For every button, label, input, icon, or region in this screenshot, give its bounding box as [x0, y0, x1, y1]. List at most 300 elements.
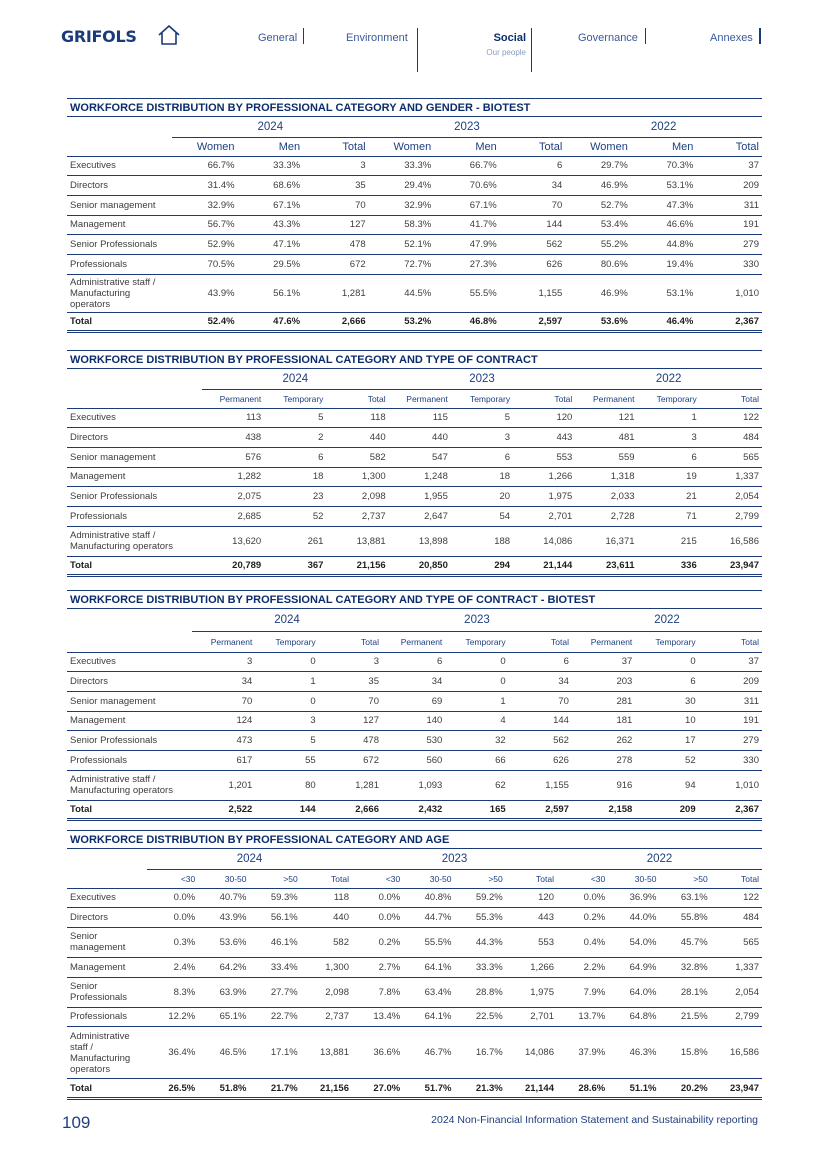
table-cell: 47.3% — [631, 195, 697, 215]
row-label: Senior Professionals — [67, 977, 147, 1007]
table-cell: 30 — [635, 691, 698, 711]
table-cell: 17.1% — [250, 1027, 301, 1079]
row-label: Executives — [67, 408, 202, 428]
table-row — [67, 652, 762, 672]
column-header: Men — [434, 137, 500, 156]
table-cell: 16.7% — [455, 1027, 506, 1079]
table-cell: 2,367 — [699, 800, 762, 820]
row-label: Executives — [67, 888, 147, 908]
column-header: 30-50 — [198, 869, 249, 888]
table-cell: 10 — [635, 711, 698, 731]
table-cell: 553 — [506, 927, 557, 957]
table-row — [67, 711, 762, 731]
table-cell: 2,647 — [389, 506, 451, 526]
table-cell: 64.0% — [608, 977, 659, 1007]
table-cell: 23,947 — [700, 556, 762, 576]
table-cell: 52 — [635, 750, 698, 770]
table-cell: 56.1% — [238, 274, 304, 312]
nav-social-subtitle: Our people — [486, 48, 526, 57]
table-cell: 21,156 — [326, 556, 388, 576]
table-cell: 209 — [696, 176, 762, 196]
nav-environment[interactable]: Environment — [346, 32, 408, 44]
table-cell: 12.2% — [147, 1007, 198, 1027]
table-cell: 576 — [202, 447, 264, 467]
table-row — [67, 408, 762, 428]
table-cell: 36.4% — [147, 1027, 198, 1079]
table-cell: 120 — [506, 888, 557, 908]
table-cell: 33.3% — [238, 156, 304, 176]
table-cell: 46.1% — [250, 927, 301, 957]
table-row — [67, 235, 762, 255]
year-header: 2023 — [352, 849, 557, 869]
grifols-logo[interactable]: GRIFOLS — [61, 27, 137, 46]
table-cell: 23 — [264, 487, 326, 507]
column-header: Total — [509, 631, 572, 652]
table-cell: 46.9% — [565, 176, 631, 196]
column-header: Temporary — [255, 631, 318, 652]
column-header: Total — [319, 631, 382, 652]
table-cell: 40.7% — [198, 888, 249, 908]
table-cell: 37 — [699, 652, 762, 672]
row-label: Administrative staff / Manufacturing operators — [67, 770, 192, 800]
table-cell: 21.5% — [660, 1007, 711, 1027]
table-cell: 13.4% — [352, 1007, 403, 1027]
table-cell: 13,620 — [202, 526, 264, 556]
table-cell: 21,144 — [513, 556, 575, 576]
table-cell: 70.5% — [172, 254, 238, 274]
table-cell: 2,799 — [711, 1007, 762, 1027]
table-cell: 562 — [500, 235, 566, 255]
table-cell: 127 — [303, 215, 369, 235]
table-cell: 5 — [451, 408, 513, 428]
table-cell: 3 — [319, 652, 382, 672]
table-cell: 2.7% — [352, 957, 403, 977]
table-cell: 18 — [451, 467, 513, 487]
table-cell: 127 — [319, 711, 382, 731]
table-cell: 44.8% — [631, 235, 697, 255]
table-cell: 47.1% — [238, 235, 304, 255]
table-cell: 35 — [319, 672, 382, 692]
table-cell: 67.1% — [238, 195, 304, 215]
table-cell: 165 — [445, 800, 508, 820]
nav-divider — [531, 28, 532, 72]
table-row — [67, 1007, 762, 1027]
table-cell: 71 — [638, 506, 700, 526]
table-cell: 1,155 — [509, 770, 572, 800]
row-label: Total — [67, 312, 172, 332]
table-cell: 19 — [638, 467, 700, 487]
table-cell: 46.6% — [631, 215, 697, 235]
table-cell: 2 — [264, 428, 326, 448]
table-cell: 53.1% — [631, 274, 697, 312]
table-row — [67, 215, 762, 235]
table-cell: 55.8% — [660, 908, 711, 928]
table-cell: 191 — [696, 215, 762, 235]
column-header: Permanent — [192, 631, 255, 652]
table-cell: 54 — [451, 506, 513, 526]
table-cell: 44.7% — [403, 908, 454, 928]
table-cell: 262 — [572, 731, 635, 751]
table-cell: 6 — [451, 447, 513, 467]
table-row — [67, 770, 762, 800]
table-cell: 64.2% — [198, 957, 249, 977]
table-cell: 553 — [513, 447, 575, 467]
table-cell: 36.6% — [352, 1027, 403, 1079]
year-header: 2023 — [369, 117, 566, 137]
table-cell: 46.5% — [198, 1027, 249, 1079]
table-cell: 565 — [711, 927, 762, 957]
table-cell: 55.3% — [455, 908, 506, 928]
year-header: 2024 — [202, 369, 389, 389]
table-cell: 54.0% — [608, 927, 659, 957]
table-cell: 15.8% — [660, 1027, 711, 1079]
table-cell: 3 — [638, 428, 700, 448]
row-label: Directors — [67, 428, 202, 448]
column-header: Temporary — [451, 389, 513, 408]
table-cell: 55.2% — [565, 235, 631, 255]
table-cell: 70 — [509, 691, 572, 711]
table-cell: 2,737 — [301, 1007, 352, 1027]
table-cell: 27.0% — [352, 1079, 403, 1099]
table-cell: 2,666 — [303, 312, 369, 332]
table-cell: 626 — [509, 750, 572, 770]
table-cell: 29.7% — [565, 156, 631, 176]
table-cell: 2,701 — [513, 506, 575, 526]
year-header: 2024 — [147, 849, 352, 869]
table-cell: 13.7% — [557, 1007, 608, 1027]
table-cell: 26.5% — [147, 1079, 198, 1099]
table-cell: 21.3% — [455, 1079, 506, 1099]
row-label: Management — [67, 215, 172, 235]
table-cell: 144 — [500, 215, 566, 235]
table-cell: 51.1% — [608, 1079, 659, 1099]
footer-title: 2024 Non-Financial Information Statement and Sustainability reporting — [431, 1114, 758, 1126]
table-cell: 279 — [699, 731, 762, 751]
table-cell: 36.9% — [608, 888, 659, 908]
table-cell: 2,701 — [506, 1007, 557, 1027]
table-cell: 34 — [509, 672, 572, 692]
table-row — [67, 467, 762, 487]
table-cell: 53.6% — [198, 927, 249, 957]
table-cell: 35 — [303, 176, 369, 196]
table-cell: 2,098 — [326, 487, 388, 507]
table-title: WORKFORCE DISTRIBUTION BY PROFESSIONAL CATEGORY AND TYPE OF CONTRACT — [67, 350, 762, 369]
table-cell: 52.4% — [172, 312, 238, 332]
table-cell: 21.7% — [250, 1079, 301, 1099]
table-cell: 52.9% — [172, 235, 238, 255]
table-cell: 33.4% — [250, 957, 301, 977]
table-cell: 70 — [500, 195, 566, 215]
table-cell: 1,300 — [326, 467, 388, 487]
table-cell: 330 — [696, 254, 762, 274]
table-cell: 2,054 — [711, 977, 762, 1007]
table-cell: 52 — [264, 506, 326, 526]
table-cell: 80 — [255, 770, 318, 800]
table-row — [67, 195, 762, 215]
row-label: Directors — [67, 908, 147, 928]
table-cell: 565 — [700, 447, 762, 467]
column-header: Temporary — [445, 631, 508, 652]
table-cell: 43.9% — [198, 908, 249, 928]
table-cell: 3 — [303, 156, 369, 176]
table-cell: 1,955 — [389, 487, 451, 507]
table-cell: 478 — [319, 731, 382, 751]
table-cell: 1,337 — [711, 957, 762, 977]
nav-divider — [417, 28, 418, 72]
year-header: 2023 — [382, 609, 572, 631]
table-row — [67, 908, 762, 928]
table-cell: 1,093 — [382, 770, 445, 800]
table-cell: 547 — [389, 447, 451, 467]
table-cell: 1,201 — [192, 770, 255, 800]
table-cell: 43.9% — [172, 274, 238, 312]
row-label: Senior management — [67, 195, 172, 215]
table-cell: 64.8% — [608, 1007, 659, 1027]
table-cell: 59.2% — [455, 888, 506, 908]
column-header: <30 — [147, 869, 198, 888]
table-cell: 582 — [301, 927, 352, 957]
table-cell: 52.7% — [565, 195, 631, 215]
table-cell: 311 — [696, 195, 762, 215]
column-header: Temporary — [638, 389, 700, 408]
table-cell: 626 — [500, 254, 566, 274]
table-cell: 13,898 — [389, 526, 451, 556]
table-cell: 32.9% — [172, 195, 238, 215]
table-cell: 66 — [445, 750, 508, 770]
year-header: 2024 — [192, 609, 382, 631]
table-cell: 55.5% — [434, 274, 500, 312]
column-header: Women — [172, 137, 238, 156]
year-header: 2022 — [575, 369, 762, 389]
table-cell: 72.7% — [369, 254, 435, 274]
table-cell: 20.2% — [660, 1079, 711, 1099]
table-cell: 55 — [255, 750, 318, 770]
table-cell: 23,947 — [711, 1079, 762, 1099]
table-cell: 6 — [509, 652, 572, 672]
table-title: WORKFORCE DISTRIBUTION BY PROFESSIONAL CATEGORY AND AGE — [67, 830, 762, 849]
table-row — [67, 977, 762, 1007]
table-cell: 440 — [326, 428, 388, 448]
table-cell: 21 — [638, 487, 700, 507]
table-cell: 20,850 — [389, 556, 451, 576]
nav-annexes[interactable]: Annexes — [710, 32, 753, 44]
row-label: Professionals — [67, 750, 192, 770]
table-cell: 0.0% — [147, 888, 198, 908]
row-label: Senior management — [67, 447, 202, 467]
table-cell: 63.9% — [198, 977, 249, 1007]
table-row — [67, 428, 762, 448]
table-cell: 215 — [638, 526, 700, 556]
table-cell: 64.1% — [403, 1007, 454, 1027]
row-label: Senior Professionals — [67, 487, 202, 507]
table-cell: 530 — [382, 731, 445, 751]
table-cell: 14,086 — [513, 526, 575, 556]
table-cell: 144 — [509, 711, 572, 731]
table-cell: 20 — [451, 487, 513, 507]
table-cell: 1 — [638, 408, 700, 428]
table-cell: 16,586 — [711, 1027, 762, 1079]
table-cell: 484 — [700, 428, 762, 448]
column-header: Total — [513, 389, 575, 408]
table-row — [67, 731, 762, 751]
table-cell: 22.5% — [455, 1007, 506, 1027]
table-cell: 281 — [572, 691, 635, 711]
table-cell: 63.4% — [403, 977, 454, 1007]
table-cell: 1,155 — [500, 274, 566, 312]
data-table — [67, 117, 762, 333]
table-row — [67, 274, 762, 312]
row-label: Senior Professionals — [67, 235, 172, 255]
table-cell: 59.3% — [250, 888, 301, 908]
table-cell: 294 — [451, 556, 513, 576]
column-header: <30 — [557, 869, 608, 888]
row-label: Directors — [67, 672, 192, 692]
row-label: Total — [67, 556, 202, 576]
table-cell: 6 — [638, 447, 700, 467]
table-cell: 336 — [638, 556, 700, 576]
table-title: WORKFORCE DISTRIBUTION BY PROFESSIONAL CATEGORY AND TYPE OF CONTRACT - BIOTEST — [67, 590, 762, 609]
table-cell: 473 — [192, 731, 255, 751]
table-cell: 55.5% — [403, 927, 454, 957]
column-header: Women — [369, 137, 435, 156]
table-cell: 1,266 — [506, 957, 557, 977]
home-icon[interactable] — [157, 24, 181, 46]
table-cell: 1,975 — [506, 977, 557, 1007]
table-cell: 6 — [264, 447, 326, 467]
table-cell: 33.3% — [455, 957, 506, 977]
table-cell: 27.3% — [434, 254, 500, 274]
table-cell: 0.2% — [352, 927, 403, 957]
nav-social[interactable] — [478, 32, 526, 57]
table-cell: 51.8% — [198, 1079, 249, 1099]
column-header: Men — [631, 137, 697, 156]
table-cell: 21,144 — [506, 1079, 557, 1099]
table-cell: 53.1% — [631, 176, 697, 196]
table-cell: 0.0% — [147, 908, 198, 928]
table-cell: 27.7% — [250, 977, 301, 1007]
table-cell: 311 — [699, 691, 762, 711]
table-cell: 43.3% — [238, 215, 304, 235]
table-cell: 29.5% — [238, 254, 304, 274]
data-table — [67, 369, 762, 577]
table-cell: 34 — [192, 672, 255, 692]
table-cell: 3 — [255, 711, 318, 731]
column-header: Permanent — [572, 631, 635, 652]
table-cell: 0.4% — [557, 927, 608, 957]
table-contract — [67, 350, 762, 577]
row-label: Management — [67, 711, 192, 731]
table-cell: 3 — [192, 652, 255, 672]
table-row — [67, 526, 762, 556]
column-header: Total — [326, 389, 388, 408]
table-cell: 69 — [382, 691, 445, 711]
nav-divider — [759, 28, 761, 44]
row-label: Total — [67, 800, 192, 820]
table-cell: 144 — [255, 800, 318, 820]
column-header: Temporary — [264, 389, 326, 408]
table-cell: 44.5% — [369, 274, 435, 312]
table-cell: 481 — [575, 428, 637, 448]
row-label: Administrative staff / Manufacturing operators — [67, 1027, 147, 1079]
column-header: Temporary — [635, 631, 698, 652]
table-cell: 2.4% — [147, 957, 198, 977]
year-header: 2024 — [172, 117, 369, 137]
table-cell: 70 — [319, 691, 382, 711]
table-cell: 37 — [696, 156, 762, 176]
table-row — [67, 957, 762, 977]
table-cell: 181 — [572, 711, 635, 731]
table-cell: 70.3% — [631, 156, 697, 176]
table-cell: 7.9% — [557, 977, 608, 1007]
table-cell: 278 — [572, 750, 635, 770]
data-table — [67, 609, 762, 821]
row-label: Total — [67, 1079, 147, 1099]
table-cell: 20,789 — [202, 556, 264, 576]
page-number: 109 — [62, 1113, 91, 1132]
nav-governance[interactable]: Governance — [578, 32, 638, 44]
table-cell: 0.2% — [557, 908, 608, 928]
table-cell: 2,666 — [319, 800, 382, 820]
row-label: Professionals — [67, 254, 172, 274]
column-header: Women — [565, 137, 631, 156]
table-cell: 16,371 — [575, 526, 637, 556]
table-cell: 80.6% — [565, 254, 631, 274]
table-cell: 1,281 — [303, 274, 369, 312]
column-header: 30-50 — [608, 869, 659, 888]
table-cell: 121 — [575, 408, 637, 428]
year-header: 2023 — [389, 369, 576, 389]
table-cell: 41.7% — [434, 215, 500, 235]
row-label: Professionals — [67, 1007, 147, 1027]
table-cell: 2,685 — [202, 506, 264, 526]
table-cell: 478 — [303, 235, 369, 255]
table-cell: 40.8% — [403, 888, 454, 908]
table-cell: 14,086 — [506, 1027, 557, 1079]
column-header: Total — [301, 869, 352, 888]
table-cell: 1,010 — [699, 770, 762, 800]
table-cell: 33.3% — [369, 156, 435, 176]
table-cell: 34 — [500, 176, 566, 196]
year-header: 2022 — [572, 609, 762, 631]
table-cell: 70 — [192, 691, 255, 711]
table-cell: 37 — [572, 652, 635, 672]
table-cell: 34 — [382, 672, 445, 692]
column-header: 30-50 — [403, 869, 454, 888]
table-cell: 6 — [382, 652, 445, 672]
table-cell: 113 — [202, 408, 264, 428]
column-header: Men — [238, 137, 304, 156]
table-row — [67, 672, 762, 692]
table-cell: 52.1% — [369, 235, 435, 255]
table-row — [67, 750, 762, 770]
table-cell: 1,300 — [301, 957, 352, 977]
table-row — [67, 176, 762, 196]
table-cell: 56.7% — [172, 215, 238, 235]
table-cell: 67.1% — [434, 195, 500, 215]
table-cell: 2,597 — [509, 800, 572, 820]
table-cell: 122 — [711, 888, 762, 908]
table-title: WORKFORCE DISTRIBUTION BY PROFESSIONAL CATEGORY AND GENDER - BIOTEST — [67, 98, 762, 117]
table-cell: 8.3% — [147, 977, 198, 1007]
table-cell: 13,881 — [301, 1027, 352, 1079]
nav-general[interactable]: General — [258, 32, 298, 44]
row-label: Executives — [67, 156, 172, 176]
table-cell: 5 — [264, 408, 326, 428]
table-cell: 0.0% — [352, 888, 403, 908]
table-cell: 0.3% — [147, 927, 198, 957]
table-cell: 3 — [451, 428, 513, 448]
table-cell: 0 — [255, 652, 318, 672]
